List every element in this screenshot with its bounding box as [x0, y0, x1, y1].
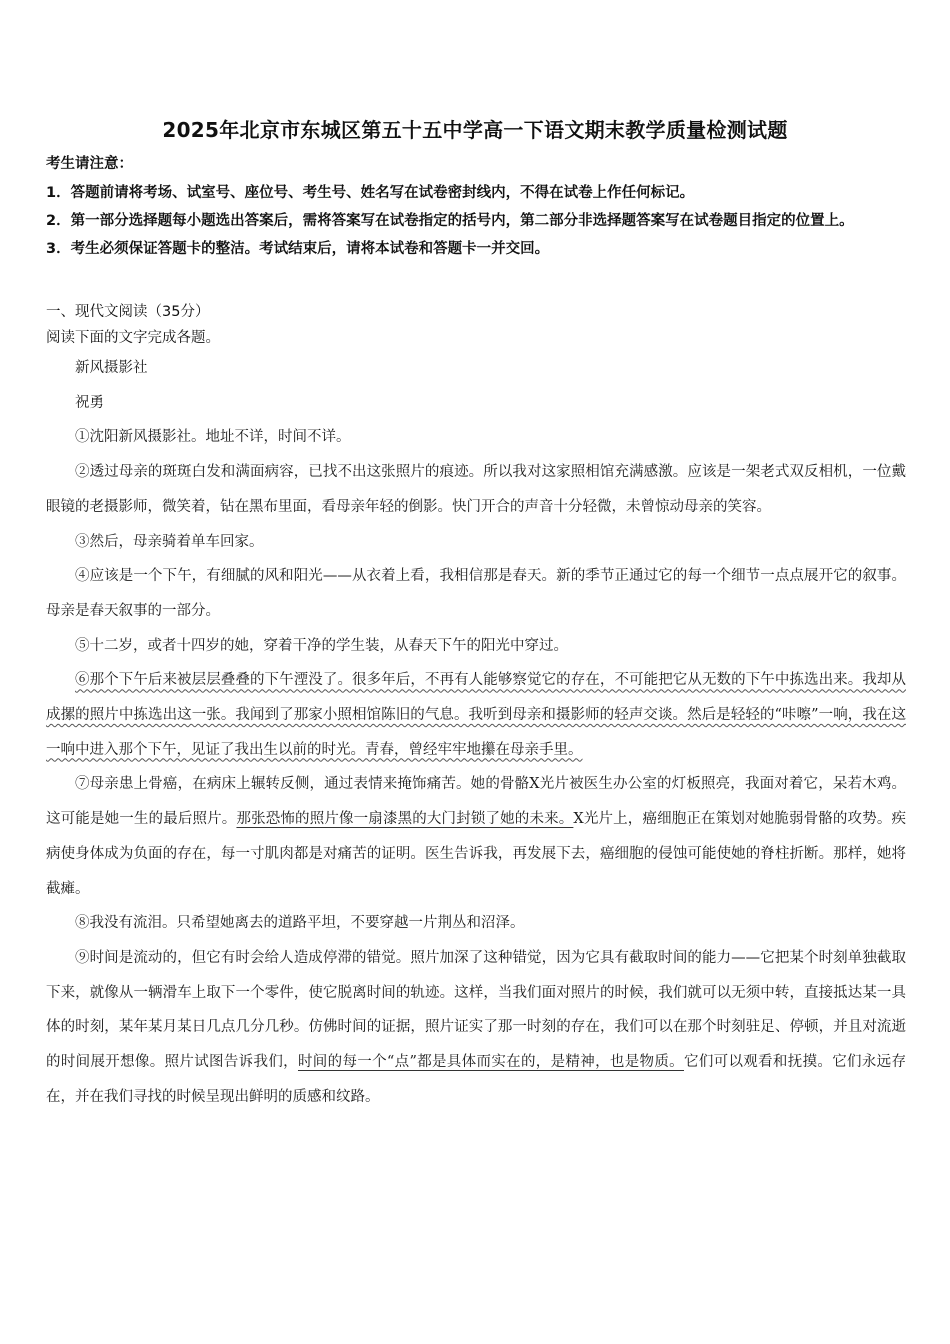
paragraph-8: ⑧我没有流泪。只希望她离去的道路平坦，不要穿越一片荆丛和沼泽。: [75, 915, 525, 932]
article-title: 新风摄影社: [75, 360, 148, 376]
section-header: [46, 299, 220, 351]
paragraph-3: ③然后，母亲骑着单车回家。: [75, 533, 264, 550]
paragraph-7: [46, 767, 906, 906]
paragraph-2: ②透过母亲的斑斑白发和满面病容，已找不出这张照片的痕迹。所以我对这家照相馆充满感激。应该是一架老式双反相机，一位戴眼镜的老摄影师，微笑着，钻在黑布里面，看母亲年轻的倒影。快门开合的声音十分轻微，未曾惊动母亲的笑容。: [46, 464, 906, 515]
paragraph-text: ⑨时间是流动的，但它有时会给人造成停滞的错觉。照片加深了这种错觉，因为它具有截取时间的能力——它把某个时刻单独截取下来，就像从一辆滑车上取下一个零件，使它脱离时间的轨迹。这样，当我们面对照片的时候，我们就可以无须中转，直接抵达某一具体的时刻，某年某月某日几点几分几秒。仿佛时间的证据，照片证实了那一时刻的存在，我们可以在那个时刻驻足、停顿，并且对流逝的时间展开想像。照片试图告诉我们，: [46, 949, 906, 1071]
underlined-sentence: 时间的每一个“点”都是具体而实在的，是精神，也是物质。: [297, 1054, 684, 1071]
paragraph-6: [46, 663, 906, 767]
notice-heading: 考生请注意：: [46, 156, 133, 172]
paragraph-text: 它们可以观看和抚摸。它们永远存在，并在我们寻找的时候呈现出鲜明的质感和纹路。: [46, 1054, 907, 1105]
candidate-notice: [46, 150, 906, 263]
section-heading: 一、现代文阅读（35分）: [46, 304, 210, 320]
paragraph-5: ⑤十二岁，或者十四岁的她，穿着干净的学生装，从春天下午的阳光中穿过。: [75, 637, 568, 654]
underlined-sentence: 那张恐怖的照片像一扇漆黑的大门封锁了她的未来。: [236, 811, 574, 828]
wavy-underlined-text: ⑥那个下午后来被层层叠叠的下午湮没了。很多年后，不再有人能够察觉它的存在，不可能把它从无数的下午中拣选出来。我却从成摞的照片中拣选出这一张。我闻到了那家小照相馆陈旧的气息。我听到母亲和摄影师的轻声交谈。然后是轻轻的“咔嚓”一响，我在这一响中进入那个下午，见证了我出生以前的时光。青春，曾经牢牢地攥在母亲手里。: [46, 672, 906, 758]
reading-passage: [46, 351, 906, 1114]
section-instruction: 阅读下面的文字完成各题。: [46, 330, 220, 346]
page-title: 2025年北京市东城区第五十五中学高一下语文期末教学质量检测试题: [162, 118, 788, 142]
article-author: 祝勇: [75, 394, 104, 411]
paragraph-text: X光片上，癌细胞正在策划对她脆弱骨骼的攻势。疾病使身体成为负面的存在，每一寸肌肉都是对痛苦的证明。医生告诉我，再发展下去，癌细胞的侵蚀可能使她的脊柱折断。那样，她将截瘫。: [46, 811, 907, 897]
paragraph-1: ①沈阳新风摄影社。地址不详，时间不详。: [75, 429, 351, 446]
notice-item: 1．答题前请将考场、试室号、座位号、考生号、姓名写在试卷密封线内，不得在试卷上作任何标记。: [46, 185, 695, 201]
paragraph-text: ⑦母亲患上骨癌，在病床上辗转反侧，通过表情来掩饰痛苦。她的骨骼X光片被医生办公室的灯板照亮，我面对着它，呆若木鸡。这可能是她一生的最后照片。: [46, 776, 906, 828]
paragraph-4: ④应该是一个下午，有细腻的风和阳光——从衣着上看，我相信那是春天。新的季节正通过它的每一个细节一点点展开它的叙事。母亲是春天叙事的一部分。: [46, 568, 906, 619]
notice-item: 3．考生必须保证答题卡的整洁。考试结束后，请将本试卷和答题卡一并交回。: [46, 241, 550, 257]
notice-item: 2．第一部分选择题每小题选出答案后，需将答案写在试卷指定的括号内，第二部分非选择题答案写在试卷题目指定的位置上。: [46, 213, 854, 229]
paragraph-9: [46, 941, 906, 1115]
